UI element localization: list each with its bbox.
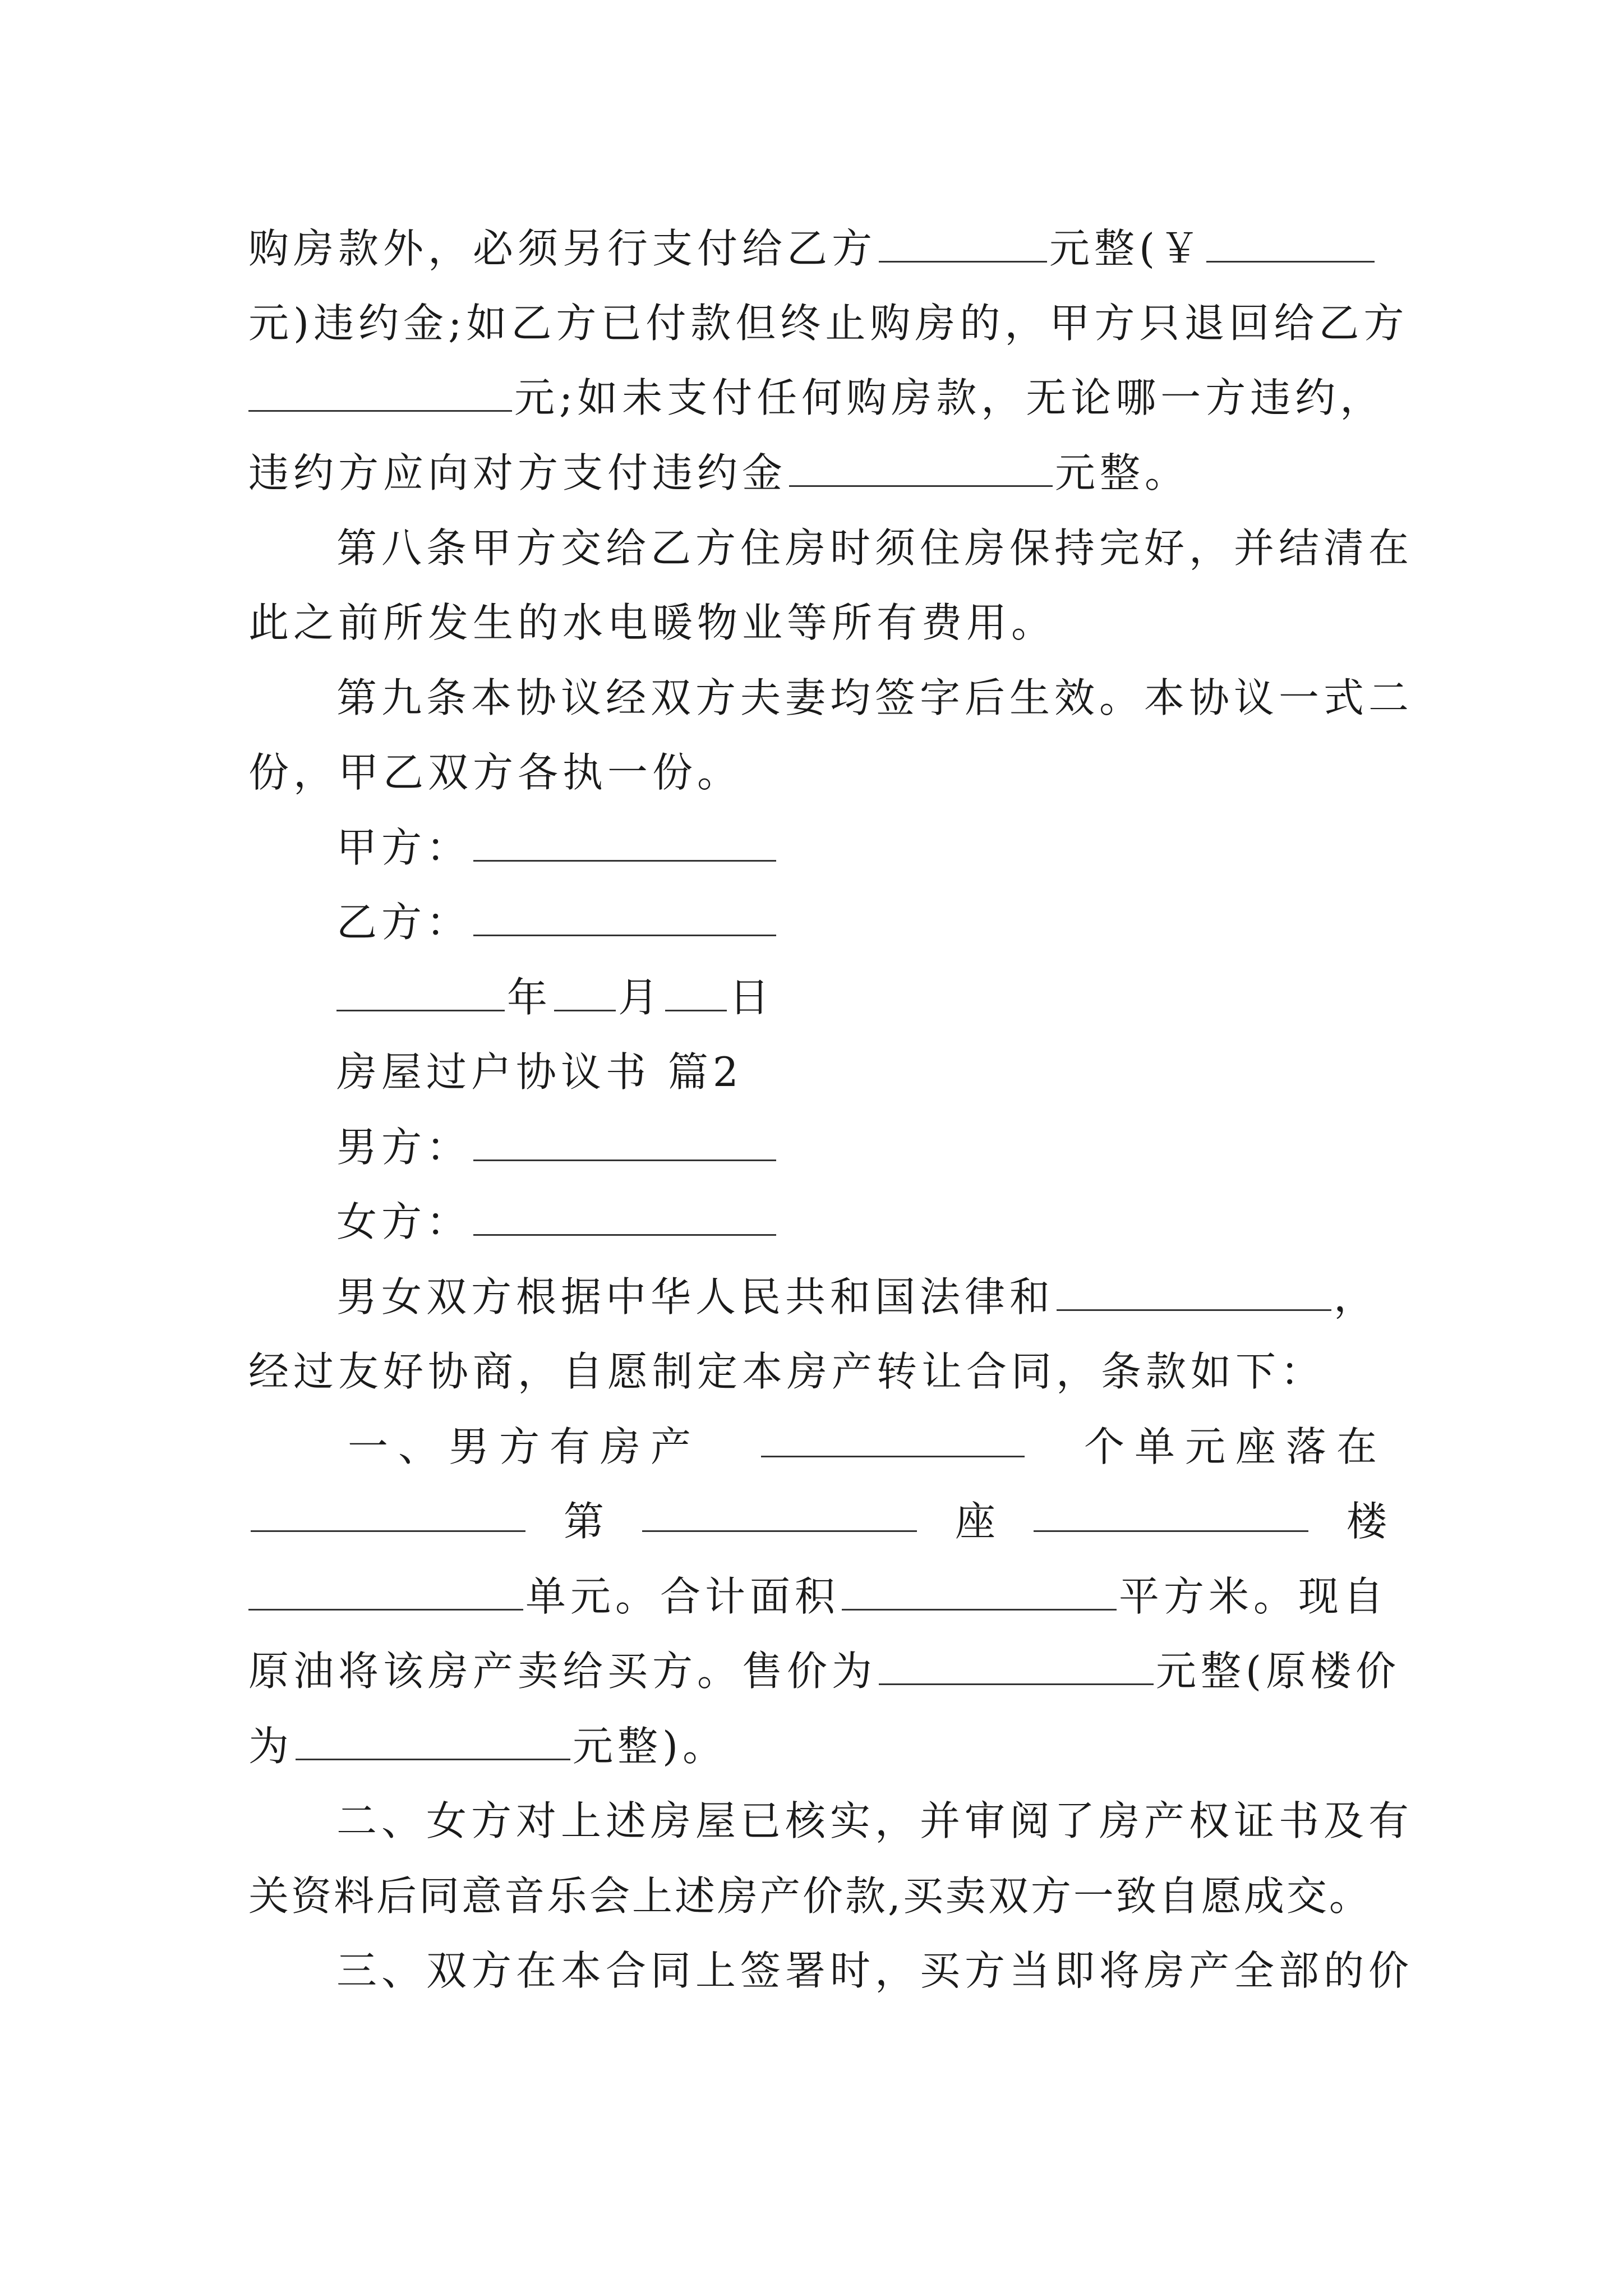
intro-line [248,1346,1387,1397]
label: 甲方： [336,824,472,871]
article-9-line [248,747,1387,798]
fill-blank [473,1125,776,1161]
text: 二、女方对上述房屋已核实，并审阅了房产权证书及有 [336,1797,1414,1844]
clause-1-line [348,1421,1387,1473]
text: 楼 [1346,1498,1387,1545]
paragraph-line [248,372,1387,424]
fill-blank [554,975,616,1011]
text: 原油将该房产卖给买方。售价为 [248,1648,877,1695]
fill-blank [251,1496,525,1532]
signature-date [336,972,1475,1023]
text: 此之前所发生的水电暖物业等所有费用。 [248,599,1057,646]
text: 第八条甲方交给乙方住房时须住房保持完好，并结清在 [336,524,1414,572]
fill-blank [248,375,512,412]
text: 关资料后同意音乐会上述房产价款,买卖双方一致自愿成交。 [248,1872,1372,1920]
fill-blank [665,975,727,1011]
text: 房屋过户协议书 篇2 [336,1048,743,1096]
article-8-line [248,597,1387,648]
text: 为 [248,1723,294,1770]
label: 乙方： [336,899,472,946]
section-title [336,1046,1475,1098]
intro-line [336,1271,1387,1323]
paragraph-line [248,223,1387,274]
fill-blank [473,1199,776,1236]
text: 三、双方在本合同上签署时，买方当即将房产全部的价 [336,1947,1414,1994]
text: 元整(￥ [1049,225,1205,272]
signature-party-b [336,896,1475,948]
clause-2-line [336,1795,1414,1847]
label: 男方： [336,1124,472,1171]
fill-blank [1206,226,1375,263]
text: 年 [507,974,552,1021]
fill-blank [1057,1274,1331,1311]
text: 份，甲乙双方各执一份。 [248,749,743,796]
fill-blank [473,900,776,936]
text: 单元。合计面积 [525,1573,840,1620]
text: 违约方应向对方支付违约金 [248,449,787,496]
signature-party-a [336,822,1475,873]
text: 一、男方有房产 [348,1423,702,1470]
fill-blank [842,1574,1117,1611]
text: 元;如未支付任何购房款，无论哪一方违约， [514,374,1385,421]
clause-1-line [248,1496,1387,1547]
fill-blank [336,975,505,1011]
fill-blank [1034,1496,1308,1532]
text: 第 [563,1498,604,1545]
clause-2-line [248,1870,1387,1922]
text: 购房款外，必须另行支付给乙方 [248,225,877,272]
text: 个单元座落在 [1083,1423,1387,1470]
fill-blank [473,825,776,862]
label: 女方： [336,1198,472,1245]
text: 月 [618,974,663,1021]
text: 平方米。现自 [1119,1573,1389,1620]
clause-1-line [248,1645,1401,1697]
fill-blank [296,1724,570,1760]
paragraph-line [248,297,1409,349]
male-party [336,1121,1475,1173]
paragraph-line [248,447,1387,499]
fill-blank [789,450,1053,487]
text: 男女双方根据中华人民共和国法律和 [336,1273,1055,1320]
text: 经过友好协商，自愿制定本房产转让合同，条款如下： [248,1348,1326,1395]
text: 元整。 [1055,449,1190,496]
text: 元整)。 [573,1723,728,1770]
fill-blank [879,1649,1154,1685]
clause-1-line [248,1571,1387,1622]
article-8-line [336,522,1414,574]
fill-blank [879,226,1047,263]
text: 元整(原楼价 [1156,1648,1401,1695]
text: 元)违约金;如乙方已付款但终止购房的，甲方只退回给乙方 [248,300,1409,347]
text: 座 [955,1498,995,1545]
female-party [336,1196,1475,1248]
fill-blank [642,1496,917,1532]
clause-3-line [336,1945,1414,1996]
article-9-line [336,672,1414,724]
clause-1-line [248,1720,1387,1772]
fill-blank [761,1421,1025,1457]
fill-blank [248,1574,523,1611]
text: 日 [729,974,774,1021]
text: 第九条本协议经双方夫妻均签字后生效。本协议一式二 [336,674,1414,721]
text: ， [1334,1273,1379,1320]
